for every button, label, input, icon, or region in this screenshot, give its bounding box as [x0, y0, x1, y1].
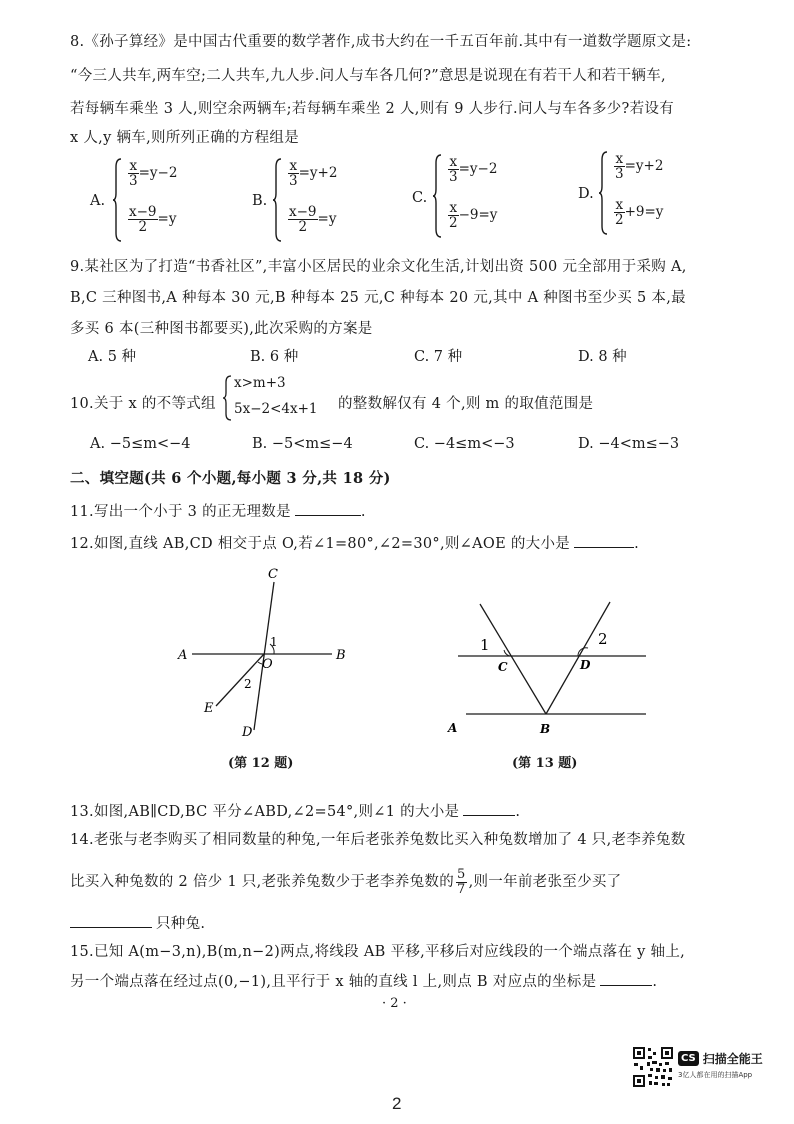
q9-option-a: A. 5 种	[88, 349, 137, 365]
q8-line2: “今三人共车,两车空;二人共车,九人步.问人与车各几何?”意思是说现在有若干人和若干辆车,	[70, 68, 666, 84]
fig13-label-c: C	[498, 660, 508, 674]
fig13-angle-1: 1	[480, 636, 490, 654]
q11-text: 11.写出一个小于 3 的正无理数是 .	[70, 504, 366, 520]
fig12-caption: (第 12 题)	[228, 756, 294, 771]
eq-rest: −9=y	[458, 207, 498, 224]
frac-den: 3	[129, 173, 138, 190]
frac-num: x	[615, 151, 624, 167]
answer-blank[interactable]	[600, 973, 652, 986]
scanner-tagline: 3亿人都在用的扫描App	[678, 1071, 753, 1079]
fig12-label-a: A	[178, 648, 188, 663]
fig12-angle-2: 2	[244, 677, 252, 691]
frac-den: 3	[289, 173, 298, 190]
fig13-caption: (第 13 题)	[512, 756, 578, 771]
q12-text: 12.如图,直线 AB,CD 相交于点 O,若∠1=80°,∠2=30°,则∠AOE 的大小是 .	[70, 536, 639, 552]
section-heading: 二、填空题(共 6 个小题,每小题 3 分,共 18 分)	[70, 470, 391, 487]
q8-option-a-label: A.	[90, 193, 106, 209]
q8-option-c-system	[432, 153, 542, 239]
q10-option-a: A. −5≤m<−4	[90, 436, 191, 452]
q9-line3: 多买 6 本(三种图书都要买),此次采购的方案是	[70, 321, 373, 337]
fig13-label-a: A	[448, 721, 458, 735]
q9-option-b: B. 6 种	[250, 349, 299, 365]
q8-option-b-label: B.	[252, 193, 268, 209]
frac-den: 3	[449, 169, 458, 186]
eq-rest: =y−2	[138, 165, 178, 182]
frac-num: x−9	[129, 204, 157, 220]
q8-option-d-label: D.	[578, 186, 594, 202]
frac-den: 3	[615, 166, 624, 183]
q15-line1: 15.已知 A(m−3,n),B(m,n−2)两点,将线段 AB 平移,平移后对应线段的一个端点落在 y 轴上,	[70, 944, 686, 960]
q8-line1: 8.《孙子算经》是中国古代重要的数学著作,成书大约在一千五百年前.其中有一道数学题原文是:	[70, 34, 692, 50]
q10-ineq2: 5x−2<4x+1	[234, 401, 318, 417]
brace-icon	[432, 153, 442, 239]
answer-blank[interactable]	[70, 915, 152, 928]
brace-icon	[272, 157, 282, 243]
q8-line3: 若每辆车乘坐 3 人,则空余两辆车;若每辆车乘坐 2 人,则有 9 人步行.问人与车各多少?若设有	[70, 101, 675, 117]
frac-num: x	[449, 200, 458, 216]
fig13-label-d: D	[580, 658, 591, 672]
brace-icon	[598, 150, 608, 236]
frac-den: 2	[138, 219, 148, 236]
eq-rest: =y−2	[458, 161, 498, 178]
q10-option-d: D. −4<m≤−3	[578, 436, 680, 452]
frac-den: 7	[457, 881, 466, 897]
q10-option-b: B. −5<m≤−4	[252, 436, 353, 452]
fig13-angle-2: 2	[598, 630, 608, 648]
q14-line3: 只种兔.	[70, 912, 205, 933]
q8-option-d-system	[598, 150, 708, 236]
answer-blank[interactable]	[463, 803, 515, 816]
brace-icon	[112, 157, 122, 243]
fig12-label-c: C	[268, 567, 278, 582]
q9-option-d: D. 8 种	[578, 349, 627, 365]
frac-den: 2	[449, 215, 458, 232]
q10-option-c: C. −4≤m<−3	[414, 436, 515, 452]
fig12-label-d: D	[242, 725, 253, 740]
q14-line2: 比买入种兔数的 2 倍少 1 只,老张养兔数少于老李养兔数的 $\frac{5}{7}$ ,则一年前老张至少买了	[70, 867, 622, 897]
page-marker: · 2 ·	[382, 996, 407, 1011]
eq-rest: +9=y	[624, 204, 664, 221]
figure-13	[442, 596, 662, 741]
frac-num: x	[615, 197, 624, 213]
eq-rest: =y	[317, 211, 337, 228]
frac-num: x	[129, 158, 138, 174]
fig12-label-e: E	[204, 701, 214, 716]
figure-12	[170, 560, 360, 740]
eq-rest: =y+2	[298, 165, 338, 182]
scanner-name: 扫描全能王	[702, 1052, 763, 1066]
frac-den: 2	[298, 219, 308, 236]
frac-num: x	[289, 158, 298, 174]
eq-rest: =y+2	[624, 158, 664, 175]
q15-line2: 另一个端点落在经过点(0,−1),且平行于 x 轴的直线 l 上,则点 B 对应点的坐标是 .	[70, 974, 658, 990]
q8-option-a-system	[112, 157, 222, 243]
eq-rest: =y	[157, 211, 177, 228]
frac-num: 5	[457, 867, 466, 882]
cs-logo-icon: CS	[678, 1051, 699, 1066]
q9-line2: B,C 三种图书,A 种每本 30 元,B 种每本 25 元,C 种每本 20 元,其中 A 种图书至少买 5 本,最	[70, 290, 686, 306]
answer-blank[interactable]	[574, 535, 634, 548]
q10-ineq1: x>m+3	[234, 375, 286, 391]
q10-suffix: 的整数解仅有 4 个,则 m 的取值范围是	[338, 396, 594, 412]
q8-line4: x 人,y 辆车,则所列正确的方程组是	[70, 130, 300, 146]
q10-prefix: 10.关于 x 的不等式组	[70, 396, 216, 412]
fig13-label-b: B	[540, 722, 551, 736]
q10-inequality-system	[222, 374, 342, 422]
answer-blank[interactable]	[295, 503, 361, 516]
frac-den: 2	[615, 212, 624, 229]
frac-num: x	[449, 154, 458, 170]
fig12-label-b: B	[336, 648, 346, 663]
frac-num: x−9	[289, 204, 317, 220]
qr-code-icon	[632, 1046, 674, 1088]
q8-option-c-label: C.	[412, 190, 428, 206]
brace-icon	[222, 374, 232, 422]
q13-text: 13.如图,AB∥CD,BC 平分∠ABD,∠2=54°,则∠1 的大小是 .	[70, 804, 521, 820]
fig12-label-o: O	[262, 657, 273, 672]
page-number: 2	[392, 1094, 402, 1113]
q9-line1: 9.某社区为了打造“书香社区”,丰富小区居民的业余文化生活,计划出资 500 元全部用于采购 A,	[70, 259, 687, 275]
q14-line1: 14.老张与老李购买了相同数量的种兔,一年后老张养兔数比买入种兔数增加了 4 只,老李养兔数	[70, 832, 686, 848]
q9-option-c: C. 7 种	[414, 349, 463, 365]
scanner-brand	[678, 1050, 763, 1080]
q8-option-b-system	[272, 157, 382, 243]
fig12-angle-1: 1	[270, 635, 278, 649]
